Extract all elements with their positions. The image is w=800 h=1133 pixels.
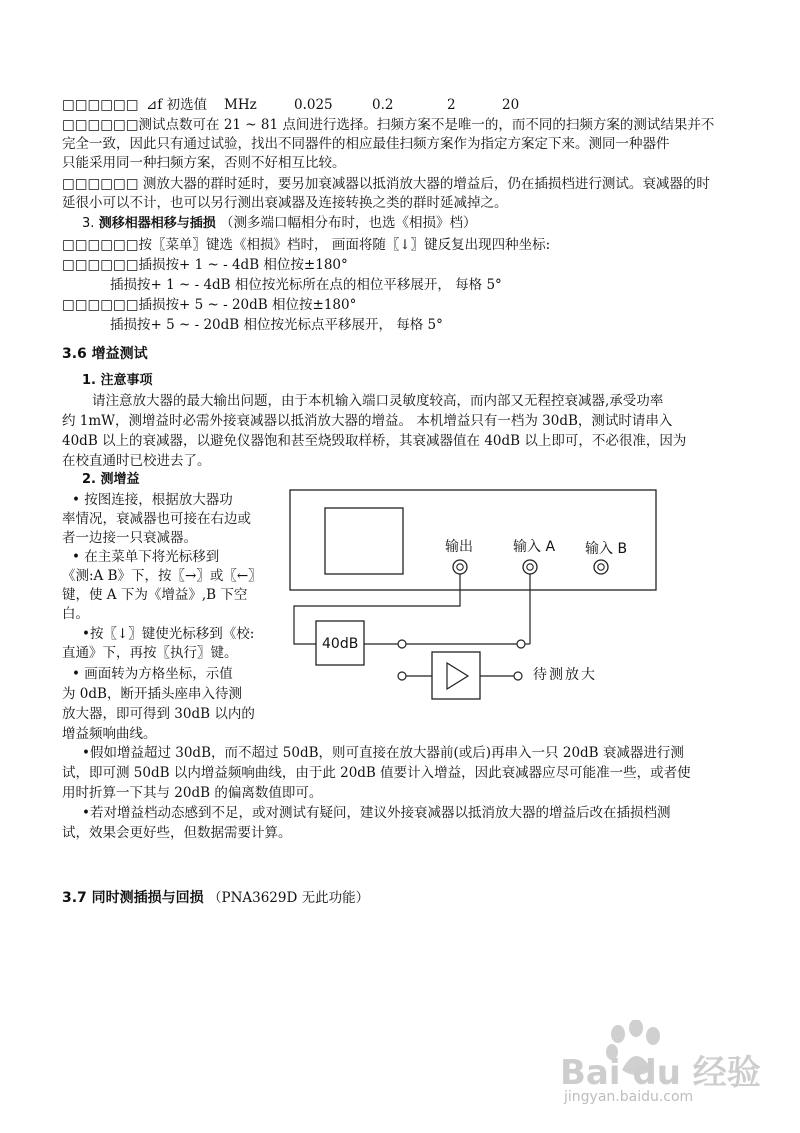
s36-p1-line: 40dB 以上的衰减器，以避免仪器饱和甚至烧毁取样桥，其衰减器值在 40dB 以上即可，不必很准，因为 [62, 433, 687, 449]
s36-p1-line: 请注意放大器的最大输出问题，由于本机输入端口灵敏度较高，而内部又无程控衰减器,承受功率 [92, 393, 664, 409]
section3-item: 插损按+ 1 ~ - 4dB 相位按光标所在点的相位平移展开， 每格 5° [110, 277, 502, 293]
output-label: 输出 [445, 539, 473, 555]
s36-p3-line: 试，效果会更好些，但数据需要计算。 [62, 825, 292, 841]
left-text-line: 直通》下，再按〖执行〗键。 [62, 645, 238, 661]
dut-output-connector [514, 672, 522, 680]
section-3-7-heading [62, 890, 369, 906]
s36-p2-line: 用时折算一下其与 20dB 的偏离数值即可。 [62, 785, 323, 801]
section-3-7-note: （PNA3629D 无此功能） [207, 890, 370, 906]
freq-value-2: 0.2 [372, 97, 394, 113]
input-b-connector [594, 560, 608, 574]
section3-title: 测移相器相移与插损 [98, 216, 216, 231]
baidu-logo-text: Bai du 经验 [560, 1053, 761, 1093]
amplifier-box [432, 652, 480, 699]
instrument-screen [325, 508, 403, 574]
amplifier-triangle-icon [447, 663, 468, 689]
para1-line2: 完全一致，因此只有通过试验，找出不同器件的相应最佳扫频方案作为指定方案定下来。测同一种器件 [62, 136, 670, 152]
left-text-line: 增益频响曲线。 [62, 726, 157, 742]
baidu-url: jingyan.baidu.com [564, 1089, 694, 1105]
freq-value-1: 0.025 [294, 97, 333, 113]
output-cable [294, 574, 460, 644]
left-text-line: 白。 [62, 606, 89, 622]
left-text-line: • 在主菜单下将光标移到 [72, 549, 220, 565]
section-3-6-heading: 3.6 增益测试 [62, 346, 148, 362]
input-b-label: 输入 B [585, 541, 628, 557]
dut-input-connector [398, 672, 406, 680]
s36-p3-line: •若对增益档动态感到不足，或对测试有疑问，建议外接衰减器以抵消放大器的增益后改在插损档测 [82, 805, 671, 821]
left-text-line: 为 0dB，断开插头座串入待测 [62, 686, 242, 702]
section-3-6-sub1: 1. 注意事项 [82, 373, 153, 388]
freq-value-4: 20 [502, 97, 520, 113]
section3-note: （测多端口幅相分布时，也选《相损》档） [220, 215, 477, 231]
s36-p2-line: 试，即可测 50dB 以内增益频响曲线，由于此 20dB 值要计入增益，因此衰减器应尽可能准一些，或者使 [62, 765, 691, 781]
freq-label: ⊿f 初选值 [146, 97, 208, 113]
section3-item: □□□□□□插损按+ 5 ~ - 20dB 相位按±180° [62, 297, 357, 313]
section3-intro: □□□□□□按〖菜单〗键选《相损》档时， 画面将随〖↓〗键反复出现四种坐标: [62, 237, 551, 253]
para1-line3: 只能采用同一种扫频方案，否则不好相互比较。 [62, 155, 346, 171]
left-text-line: 键，使 A 下为《增益》,B 下空 [62, 587, 248, 603]
left-text-line: • 画面转为方格坐标，示值 [72, 666, 233, 682]
para2-line1: □□□□□□ 测放大器的群时延时，要另加衰减器以抵消放大器的增益后，仍在插损档进行测试。衰减器的时 [62, 176, 710, 192]
left-text-line: 《测:A B》下，按〖→〗或〖←〗 [62, 568, 262, 584]
para1-line1: □□□□□□测试点数可在 21 ~ 81 点间进行选择。扫频方案不是唯一的，而不同的扫频方案的测试结果并不 [62, 117, 715, 133]
left-text-line: 放大器，即可得到 30dB 以内的 [62, 706, 255, 722]
input-a-cable-connector [517, 640, 525, 648]
section3-item: □□□□□□插损按+ 1 ~ - 4dB 相位按±180° [62, 257, 348, 273]
s36-p1-line: 在校直通时已校进去了。 [62, 453, 211, 469]
section-3-7-title: 3.7 同时测插损与回损 [62, 890, 204, 906]
left-text-line: 率情况，衰减器也可接在右边或 [62, 511, 251, 527]
left-text-line: •按〖↓〗键使光标移到《校: [82, 626, 255, 642]
s36-p2-line: •假如增益超过 30dB，而不超过 50dB，则可直接在放大器前(或后)再串入一只 20dB 衰减器进行测 [82, 745, 684, 761]
attenuator-output-connector [398, 640, 406, 648]
instrument-box [290, 490, 656, 590]
para2-line2: 延很小可以不计，也可以另行测出衰减器及连接转换之类的群时延减掉之。 [62, 195, 508, 211]
output-connector [453, 560, 467, 574]
left-text-line: • 按图连接，根据放大器功 [72, 492, 233, 508]
freq-prefix: □□□□□□ [62, 97, 139, 113]
input-a-label: 输入 A [513, 539, 556, 555]
s36-p1-line: 约 1mW，测增益时必需外接衰减器以抵消放大器的增益。 本机增益只有一档为 30dB，测试时请串入 [62, 413, 673, 429]
section3-number: 3. [82, 216, 95, 231]
freq-value-3: 2 [447, 97, 456, 113]
input-a-connector [523, 560, 537, 574]
attenuator-label: 40dB [322, 636, 359, 652]
freq-unit: MHz [224, 97, 257, 113]
section3-item: 插损按+ 5 ~ - 20dB 相位按光标点平移展开， 每格 5° [110, 317, 443, 333]
left-text-line: 者一边接一只衰减器。 [62, 530, 197, 546]
section-3-6-sub2: 2. 测增益 [82, 472, 140, 487]
dut-label: 待测放大 [533, 667, 597, 683]
